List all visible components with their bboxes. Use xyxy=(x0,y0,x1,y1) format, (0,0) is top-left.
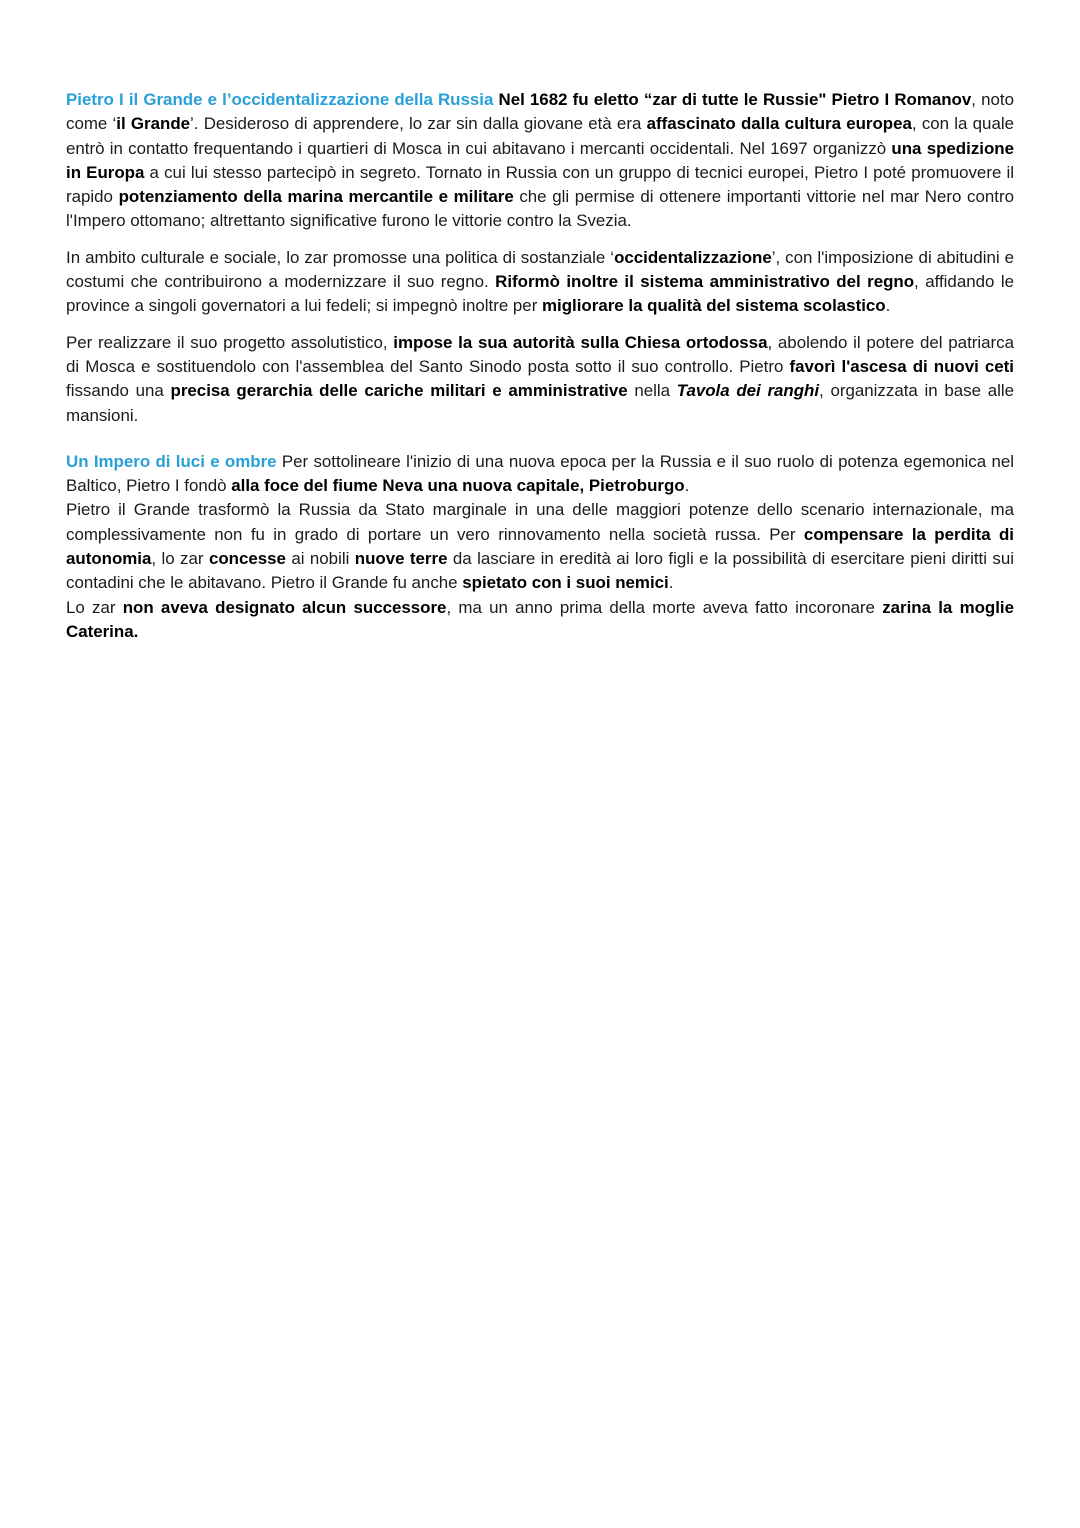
bold-run: non aveva designato alcun successore xyxy=(122,597,447,617)
section2-paragraph-2 xyxy=(66,498,1014,595)
text-run: , noto come ‘ xyxy=(66,90,1014,134)
text-run: Per realizzare il suo progetto assolutistico, xyxy=(66,332,394,352)
bold-run: il Grande xyxy=(116,114,191,134)
text-run: , abolendo il potere del patriarca di Mosca e sostituendolo con l'assemblea del Santo Sinodo posta sotto il suo controllo. Pietro xyxy=(66,332,1014,376)
bold-run: compensare la perdita di autonomia xyxy=(66,524,1014,569)
bold-run: favorì l'ascesa di nuovi ceti xyxy=(789,356,1014,376)
document-page xyxy=(66,88,1014,644)
section1-paragraph-1 xyxy=(66,88,1014,234)
text-run: , lo zar xyxy=(151,549,209,569)
text-run: a cui lui stesso partecipò in segreto. Tornato in Russia con un gruppo di tecnici europei, Pietro I poté promuovere il rapido xyxy=(66,162,1015,207)
bold-run: potenziamento della marina mercantile e militare xyxy=(118,187,514,207)
text-run: Per sottolineare l'inizio di una nuova epoca per la Russia e il suo ruolo di potenza egemonica nel Baltico, Pietro I fondò xyxy=(66,451,1014,496)
text-run: Lo zar xyxy=(66,597,123,617)
bold-run: Nel 1682 fu eletto “zar di tutte le Russie" Pietro I Romanov xyxy=(498,90,972,109)
bold-run: affascinato dalla cultura europea xyxy=(646,114,912,134)
text-run: . xyxy=(885,296,891,316)
section2-paragraph-3 xyxy=(66,596,1014,645)
bold-run: occidentalizzazione xyxy=(614,247,772,267)
text-run: , ma un anno prima della morte aveva fatto incoronare xyxy=(446,597,883,617)
bold-run: zarina la moglie Caterina. xyxy=(66,597,1014,641)
section1-p2-runs xyxy=(66,248,1014,316)
section2-p2-runs xyxy=(66,500,1014,592)
section1-heading: Pietro I il Grande e l’occidentalizzazione della Russia xyxy=(66,90,494,109)
bold-run: una spedizione in Europa xyxy=(66,138,1014,182)
bold-run: nuove terre xyxy=(354,549,448,569)
text-run: fissando una xyxy=(66,381,171,401)
text-run: In ambito culturale e sociale, lo zar promosse una politica di sostanziale ‘ xyxy=(66,247,615,267)
text-run: , affidando le province a singoli governatori a lui fedeli; si impegnò inoltre per xyxy=(66,272,1015,316)
bold-run: migliorare la qualità del sistema scolastico xyxy=(542,296,886,316)
text-run: . xyxy=(668,573,674,593)
section1-p1-runs xyxy=(66,90,1014,230)
bold-run: alla foce del fiume Neva una nuova capitale, Pietroburgo xyxy=(231,476,685,496)
bold-run: precisa gerarchia delle cariche militari e amministrative xyxy=(170,381,628,401)
section1-paragraph-3 xyxy=(66,331,1014,428)
text-run: ’, con l'imposizione di abitudini e costumi che contribuirono a modernizzare il suo regno. xyxy=(66,247,1014,292)
bold-run: Riformò inoltre il sistema amministrativo del regno xyxy=(495,272,915,292)
text-run: ’. Desideroso di apprendere, lo zar sin dalla giovane età era xyxy=(190,114,647,134)
section1-p3-runs xyxy=(66,333,1014,425)
text-run: nella xyxy=(627,381,677,401)
bold-run: spietato con i suoi nemici xyxy=(462,573,669,593)
text-run: . xyxy=(684,476,690,496)
section2-p3-runs xyxy=(66,598,1014,641)
bold-run: concesse xyxy=(208,549,286,569)
section2-heading: Un Impero di luci e ombre xyxy=(66,451,277,471)
text-run: Pietro il Grande trasformò la Russia da Stato marginale in una delle maggiori potenze dello scenario internazionale, ma complessivamente non fu in grado di portare un vero rinnovamento nella società russa. Per xyxy=(66,500,1014,544)
bold-run: impose la sua autorità sulla Chiesa ortodossa xyxy=(393,332,768,352)
text-run: ai nobili xyxy=(285,549,355,569)
text-run: da lasciare in eredità ai loro figli e la possibilità di esercitare pieni diritti sui contadini che le abitavano. Pietro il Grande fu anche xyxy=(66,549,1014,593)
text-run: , con la quale entrò in contatto frequentando i quartieri di Mosca in cui abitavano i mercanti occidentali. Nel 1697 organizzò xyxy=(66,114,1014,158)
section1-paragraph-2 xyxy=(66,246,1014,319)
text-run: , organizzata in base alle mansioni. xyxy=(66,381,1014,425)
section2-paragraph-1 xyxy=(66,450,1014,499)
text-run: che gli permise di ottenere importanti vittorie nel mar Nero contro l'Impero ottomano; altrettanto significative furono le vittorie contro la Svezia. xyxy=(66,187,1014,231)
emphasis-run: Tavola dei ranghi xyxy=(676,381,820,401)
